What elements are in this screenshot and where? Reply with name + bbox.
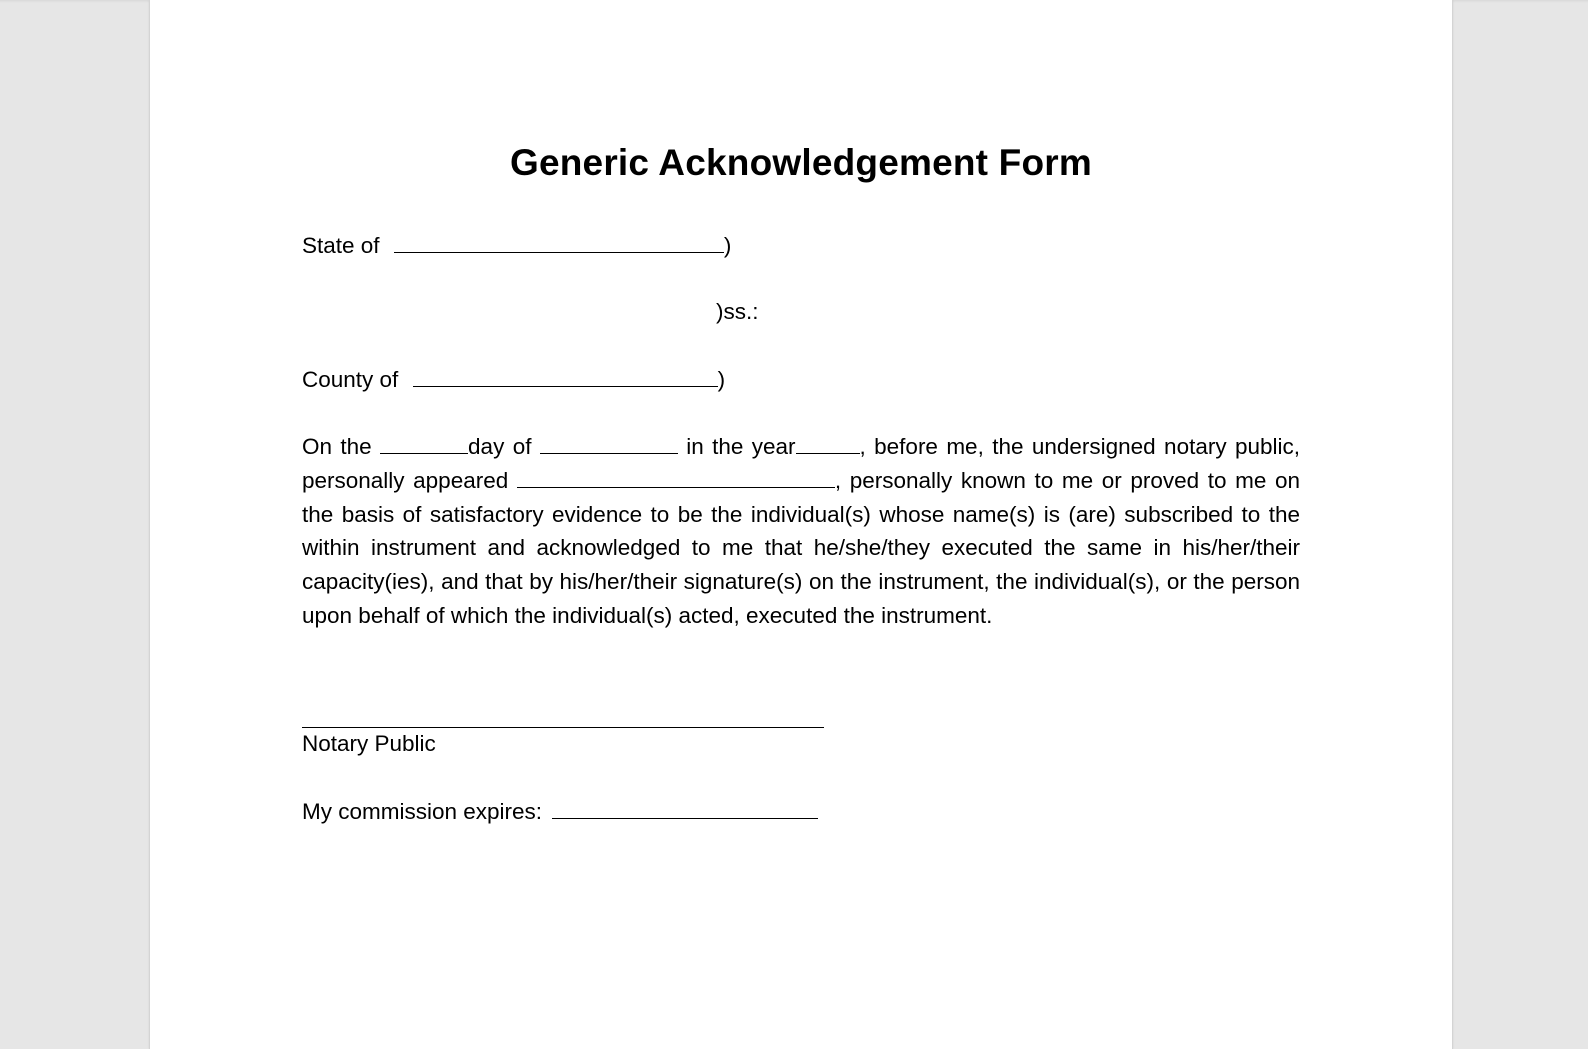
acknowledgement-paragraph: [302, 430, 1300, 633]
state-line: [302, 234, 731, 258]
notary-line: [302, 733, 436, 756]
day-blank[interactable]: [380, 435, 468, 454]
appeared-name-blank[interactable]: [517, 469, 835, 488]
notary-label: Notary Public: [302, 731, 436, 756]
on-the-text: On the: [302, 434, 372, 459]
commission-blank[interactable]: [552, 800, 818, 819]
before-me-text: , before me, the undersigned notary public, personally appeared: [302, 434, 1301, 493]
ss-line: [716, 301, 759, 324]
state-blank[interactable]: [394, 234, 724, 253]
paragraph-rest-text: , personally known to me or proved to me on the basis of satisfactory evidence to be the individual(s) whose name(s) is (are) subscribed to the within instrument and acknowledged to me that he/she/they executed the same in his/her/their capacity(ies), and that by his/her/their signature(s) on the instrument, the individual(s), or the person upon behalf of which the individual(s) acted, executed the instrument.: [302, 467, 1300, 628]
commission-label: My commission expires:: [302, 799, 543, 824]
county-line: [302, 368, 725, 392]
state-close: ): [723, 233, 732, 258]
notary-signature-line[interactable]: [302, 727, 824, 728]
month-blank[interactable]: [540, 435, 678, 454]
in-the-year-text: in the year: [686, 434, 796, 459]
document-page[interactable]: [149, 0, 1453, 1049]
state-label: State of: [302, 233, 380, 258]
county-label: County of: [302, 367, 399, 392]
commission-line: [302, 800, 818, 824]
year-blank[interactable]: [796, 435, 860, 454]
day-of-text: day of: [468, 434, 532, 459]
document-title: Generic Acknowledgement Form: [510, 142, 1092, 183]
county-close: ): [717, 367, 726, 392]
county-blank[interactable]: [413, 368, 718, 387]
ss-label: )ss.:: [716, 299, 759, 324]
